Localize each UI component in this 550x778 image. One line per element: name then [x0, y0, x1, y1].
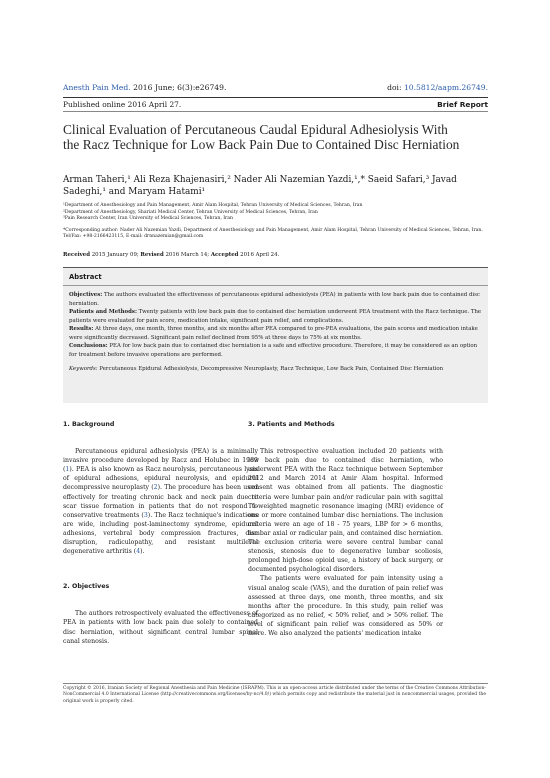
abstract-heading: Abstract: [69, 273, 102, 281]
keywords-text: Percutaneous Epidural Adhesiolysis, Decompressive Neuroplasty, Racz Technique, Low Back Pain, Contained Disc Herniation: [97, 366, 444, 372]
background-text-a: Percutaneous epidural adhesiolysis (PEA) is a minimally invasive procedure developed by Racz and Holubec in 1989 (: [63, 448, 258, 474]
citation-text: 2016 June; 6(3):e26749.: [130, 83, 227, 92]
conclusions-label: Conclusions:: [69, 343, 108, 349]
accepted-label: Accepted: [210, 252, 239, 258]
results-label: Results:: [69, 326, 94, 332]
publine-rule: [63, 111, 488, 112]
affiliation-2: ²Department of Anesthesiology, Shariati Medical Center, Tehran University of Medical Sciences, Tehran, Iran: [63, 209, 318, 215]
methods-label: Patients and Methods:: [69, 309, 137, 315]
background-text-c: ). The procedure has been used effectively for treating chronic back and neck pain due to scar tissue formation in patients that do not respond to conservative treatments (: [63, 484, 258, 519]
doi: [387, 83, 488, 97]
background-text-d: ). The Racz technique's indications are wide, including post-laminectomy syndrome, epidural adhesions, vertebral body compression fractures, disc disruption, radiculopathy, and resistant multilevel degenerative arthritis (: [63, 511, 258, 556]
methods-heading: 3. Patients and Methods: [248, 421, 335, 428]
author-list: Arman Taheri,¹ Ali Reza Khajenasiri,² Nader Ali Nazemian Yazdi,¹,* Saeid Safari,³ Javad Sadeghi,¹ and Maryam Hatami¹: [63, 175, 457, 197]
abstract-keywords: [69, 365, 482, 374]
footer-rule: [63, 683, 488, 684]
revised-date: 2016 March 14;: [163, 252, 211, 258]
objectives-paragraph: The authors retrospectively evaluated the effectiveness of PEA in patients with low back pain due solely to contained disc herniation, without significant central lumbar spinal canal stenosis.: [63, 610, 258, 645]
methods-text: Twenty patients with low back pain due to contained disc herniation underwent PEA treatment with the Racz technique. The patients were evaluated for pain score, medication intake, significant pain relief, and complications.: [69, 309, 482, 324]
running-header: [63, 83, 488, 97]
abstract-methods: [69, 308, 482, 325]
article-type: Brief Report: [437, 100, 488, 109]
revised-label: Revised: [140, 252, 164, 258]
abstract-objectives: [69, 291, 482, 308]
corresponding-author: *Corresponding author: Nader Ali Nazemian Yazdi, Department of Anesthesiology and Pain Management, Amir Alam Hospital, Tehran University of Medical Sciences, Tehran, Iran. Tel/Fax: +98-2166423115, E-mail: drnnazemian@gmail.com: [63, 228, 483, 240]
objectives-label: Objectives:: [69, 292, 103, 298]
abstract-conclusions: [69, 342, 482, 359]
article-title: Clinical Evaluation of Percutaneous Caudal Epidural Adhesiolysis With the Racz Technique for Low Back Pain Due to Contained Disc Herniation: [63, 122, 460, 153]
methods-paragraph-2: The patients were evaluated for pain intensity using a visual analog scale (VAS), and the duration of pain relief was assessed at three days, one month, three months, and six months after the procedure. In this study, pain relief was categorized as no relief, < 50% relief, and > 50% relief. The level of significant pain relief was considered as 50% or more. We also analyzed the patients' medication intake: [248, 575, 443, 637]
background-text-e: ).: [140, 548, 145, 556]
methods-paragraph-1: This retrospective evaluation included 20 patients with low back pain due to contained disc herniation, who underwent PEA with the Racz technique between September 2012 and March 2014 at Amir Alam hospital. Informed consent was obtained from all patients. The diagnostic criteria were lumbar pain and/or radicular pain with sagittal T1-weighted magnetic resonance imaging (MRI) evidence of one or more contained lumbar disc herniations. The inclusion criteria were an age of 18 - 75 years, LBP for > 6 months, lumbar axial or radicular pain, and contained disc herniation. The exclusion criteria were severe central lumbar canal stenosis, stenosis due to degenerative lumbar scoliosis, prolonged high-dose opioid use, a history of back surgery, or documented psychological disorders.: [248, 448, 443, 574]
affiliation-1: ¹Department of Anesthesiology and Pain Management, Amir Alam Hospital, Tehran University of Medical Sciences, Tehran, Iran: [63, 203, 363, 208]
objectives-text: The authors evaluated the effectiveness of percutaneous epidural adhesiolysis (PEA) in patients with low back pain due to contained disc herniation.: [69, 292, 480, 307]
doi-link[interactable]: 10.5812/aapm.26749.: [403, 83, 488, 92]
background-text-b: ). PEA is also known as Racz neurolysis, percutaneous lysis of epidural adhesions, epidural neurolysis, and epidural decompressive neuroplasty (: [63, 466, 258, 492]
journal-citation: [63, 83, 226, 97]
conclusions-text: PEA for low back pain due to contained disc herniation is a safe and effective procedure. Therefore, it may be considered as an option for treatment before invasive operations are performed.: [69, 343, 478, 358]
abstract-results: [69, 325, 482, 342]
ref-4-link[interactable]: 4: [136, 548, 141, 556]
keywords-label: Keywords:: [69, 366, 98, 372]
left-column: [63, 420, 258, 646]
copyright-footer: Copyright © 2016, Iranian Society of Regional Anesthesia and Pain Medicine (ISRAPM). This is an open-access article distributed under the terms of the Creative Commons Attribution-NonCommercial 4.0 International License (http://creativecommons.org/licenses/by-nc/4.0/) which permits copy and redistribute the material just in noncommercial usages, provided the original work is properly cited.: [63, 686, 486, 704]
journal-link[interactable]: Anesth Pain Med.: [63, 83, 131, 92]
ref-1-link[interactable]: 1: [65, 466, 70, 474]
received-date: 2015 January 09;: [90, 252, 141, 258]
objectives-heading: 2. Objectives: [63, 583, 110, 591]
ref-3-link[interactable]: 3: [143, 511, 148, 519]
ref-2-link[interactable]: 2: [153, 484, 158, 492]
right-column: [248, 420, 443, 638]
background-heading: 1. Background: [63, 421, 115, 428]
accepted-date: 2016 April 24.: [238, 252, 280, 258]
published-date: Published online 2016 April 27.: [63, 100, 182, 109]
results-text: At three days, one month, three months, and six months after PEA compared to pre-PEA evaluations, the pain scores and medication intake were significantly decreased. Significant pain relief declined from 95% at three days to 75% at six months.: [69, 326, 478, 341]
received-label: Received: [63, 252, 91, 258]
background-paragraph: [63, 447, 258, 556]
affiliation-3: ³Pain Research Center, Iran University of Medical Sciences, Tehran, Iran: [63, 216, 233, 221]
header-rule: [63, 97, 488, 98]
abstract-box: [63, 267, 488, 403]
article-dates: [63, 252, 279, 258]
doi-label: doi:: [387, 83, 404, 92]
abstract-body: [63, 286, 488, 374]
publication-line: [63, 100, 488, 109]
